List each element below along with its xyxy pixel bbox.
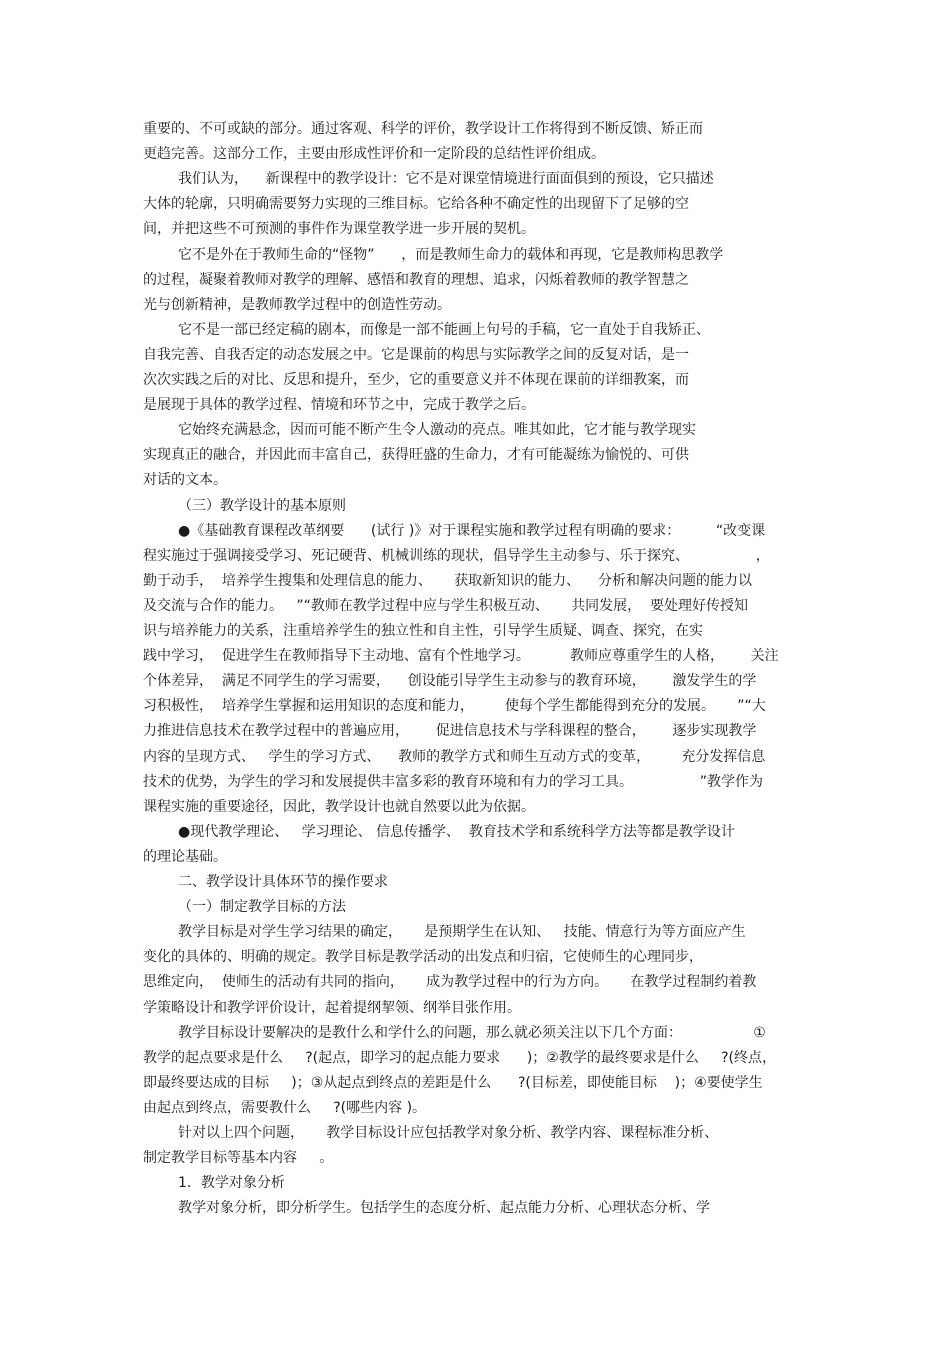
text-line: 自我完善、自我否定的动态发展之中。它是课前的构思与实际教学之间的反复对话，是一: [143, 347, 689, 363]
text-line: 课程实施的重要途径，因此，教学设计也就自然要以此为依据。: [143, 799, 535, 815]
text-line: 个体差异， 满足不同学生的学习需要， 创设能引导学生主动参与的教育环境， 激发学生的学: [143, 673, 757, 689]
text-line: 光与创新精神，是教师教学过程中的创造性劳动。: [143, 297, 451, 313]
text-line: 更趋完善。这部分工作，主要由形成性评价和一定阶段的总结性评价组成。: [143, 146, 605, 162]
text-line: 教学目标设计要解决的是教什么和学什么的问题，那么就必须关注以下几个方面： ①: [178, 1025, 766, 1041]
text-line: 次次实践之后的对比、反思和提升，至少，它的重要意义并不体现在课前的详细教案，而: [143, 372, 689, 388]
text-line: 教学对象分析，即分析学生。包括学生的态度分析、起点能力分析、心理状态分析、学: [178, 1200, 710, 1216]
text-line: 即最终要达成的目标 )；③从起点到终点的差距是什么 ?(目标差，即使能目标 )；④要使学生: [143, 1075, 763, 1091]
text-line: 践中学习， 促进学生在教师指导下主动地、富有个性地学习。 教师应尊重学生的人格， 关注: [143, 648, 779, 664]
text-line: 我们认为， 新课程中的教学设计：它不是对课堂情境进行面面俱到的预设，它只描述: [178, 171, 714, 187]
text-line: 重要的、不可或缺的部分。通过客观、科学的评价，教学设计工作将得到不断反馈、矫正而: [143, 121, 703, 137]
text-line: 学策略设计和教学评价设计，起着提纲挈领、纲举目张作用。: [143, 1000, 521, 1016]
text-line: 程实施过于强调接受学习、死记硬背、机械训练的现状，倡导学生主动参与、乐于探究、 ，: [143, 548, 770, 564]
text-line: 二、教学设计具体环节的操作要求: [178, 874, 388, 890]
text-line: 它不是一部已经定稿的剧本，而像是一部不能画上句号的手稿，它一直处于自我矫正、: [178, 322, 710, 338]
text-line: （三）教学设计的基本原则: [178, 498, 346, 514]
text-line: 教学的起点要求是什么 ?(起点，即学习的起点能力要求 )；②教学的最终要求是什么 ?(终点，: [143, 1050, 776, 1066]
text-line: 间，并把这些不可预测的事件作为课堂教学进一步开展的契机。: [143, 221, 535, 237]
text-line: 大体的轮廓，只明确需要努力实现的三维目标。它给各种不确定性的出现留下了足够的空: [143, 196, 689, 212]
text-line: 勤于动手， 培养学生搜集和处理信息的能力、 获取新知识的能力、 分析和解决问题的能力以: [143, 573, 752, 589]
text-line: 习积极性， 培养学生掌握和运用知识的态度和能力， 使每个学生都能得到充分的发展。 ”“大: [143, 698, 766, 714]
text-line: ●现代教学理论、 学习理论、 信息传播学、 教育技术学和系统科学方法等都是教学设计: [178, 824, 735, 840]
text-line: 它始终充满悬念，因而可能不断产生令人激动的亮点。唯其如此，它才能与教学现实: [178, 422, 696, 438]
text-line: 它不是外在于教师生命的“怪物” ，而是教师生命力的载体和再现，它是教师构思教学: [178, 247, 724, 263]
text-line: 思维定向， 使师生的活动有共同的指向， 成为教学过程中的行为方向。 在教学过程制约着教: [143, 974, 757, 990]
text-line: 力推进信息技术在教学过程中的普遍应用， 促进信息技术与学科课程的整合， 逐步实现教学: [143, 723, 757, 739]
text-line: 的过程，凝聚着教师对教学的理解、感悟和教育的理想、追求，闪烁着教师的教学智慧之: [143, 272, 689, 288]
text-line: 技术的优势，为学生的学习和发展提供丰富多彩的教育环境和有力的学习工具。 ”教学作为: [143, 774, 764, 790]
text-line: 由起点到终点，需要教什么 ?(哪些内容 )。: [143, 1100, 427, 1116]
text-line: 对话的文本。: [143, 472, 227, 488]
text-line: 变化的具体的、明确的规定。教学目标是教学活动的出发点和归宿，它使师生的心理同步，: [143, 949, 703, 965]
text-line: 制定教学目标等基本内容 。: [143, 1150, 334, 1166]
text-line: 针对以上四个问题， 教学目标设计应包括教学对象分析、教学内容、课程标准分析、: [178, 1125, 719, 1141]
text-line: 1．教学对象分析: [178, 1175, 285, 1191]
text-line: 及交流与合作的能力。 ”“教师在教学过程中应与学生积极互动、 共同发展， 要处理好传授知: [143, 598, 749, 614]
text-line: 实现真正的融合，并因此而丰富自己，获得旺盛的生命力，才有可能凝练为愉悦的、可供: [143, 447, 689, 463]
text-line: ●《基础教育课程改革纲要 (试行 )》对于课程实施和教学过程有明确的要求： “改变课: [178, 523, 766, 539]
text-line: 教学目标是对学生学习结果的确定， 是预期学生在认知、 技能、情意行为等方面应产生: [178, 924, 746, 940]
text-line: 内容的呈现方式、 学生的学习方式、 教师的教学方式和师生互动方式的变革， 充分发挥信息: [143, 749, 766, 765]
text-line: （一）制定教学目标的方法: [178, 899, 346, 915]
text-line: 的理论基础。: [143, 849, 227, 865]
text-line: 识与培养能力的关系，注重培养学生的独立性和自主性，引导学生质疑、调查、探究，在实: [143, 623, 703, 639]
text-line: 是展现于具体的教学过程、情境和环节之中，完成于教学之后。: [143, 397, 535, 413]
